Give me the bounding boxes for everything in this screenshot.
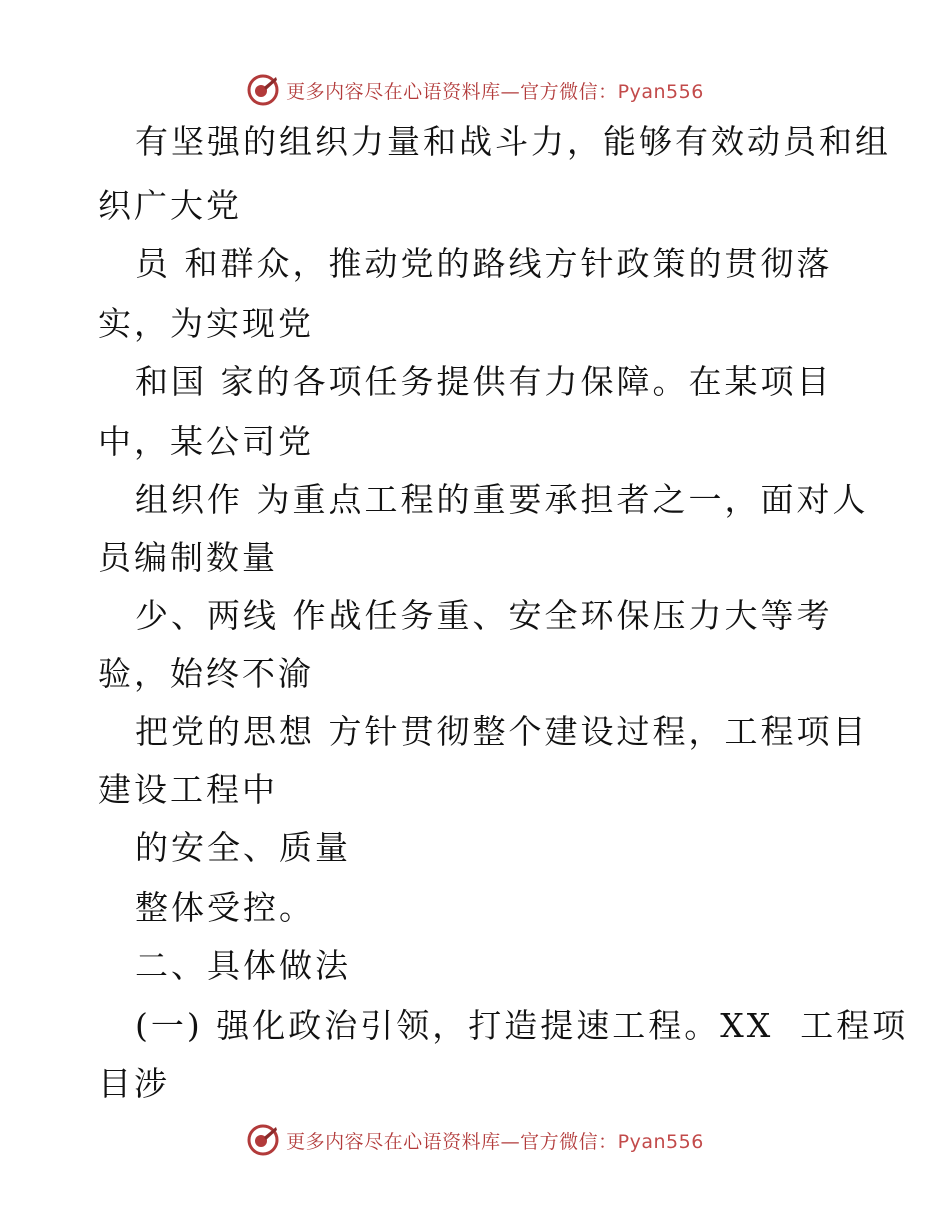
body-line: 的安全、质量 — [135, 828, 351, 867]
brand-logo-icon — [246, 73, 280, 107]
brand-logo-icon — [246, 1123, 280, 1157]
body-line: 有坚强的组织力量和战斗力，能够有效动员和组 — [135, 122, 891, 161]
body-line: 建设工程中 — [98, 770, 278, 809]
body-line: 织广大党 — [98, 186, 242, 225]
body-line: 实，为实现党 — [98, 304, 314, 343]
header-watermark-text: 更多内容尽在心语资料库—官方微信：Pyan556 — [286, 80, 704, 103]
body-line: 验，始终不渝 — [98, 654, 314, 693]
body-line: 和国 家的各项任务提供有力保障。在某项目 — [135, 362, 833, 401]
body-line: 整体受控。 — [135, 888, 315, 927]
body-line: 目涉 — [98, 1064, 170, 1103]
footer-watermark-banner — [0, 1120, 950, 1160]
body-line: 中，某公司党 — [98, 422, 314, 461]
body-line: 员 和群众，推动党的路线方针政策的贯彻落 — [135, 244, 833, 283]
body-line: 把党的思想 方针贯彻整个建设过程，工程项目 — [135, 712, 869, 751]
subsection-line: (一) 强化政治引领，打造提速工程。XX 工程项 — [135, 1006, 909, 1045]
header-wechat-id: Pyan556 — [617, 80, 704, 103]
body-line: 员编制数量 — [98, 538, 278, 577]
body-line: 少、两线 作战任务重、安全环保压力大等考 — [135, 596, 833, 635]
footer-watermark-text: 更多内容尽在心语资料库—官方微信：Pyan556 — [286, 1130, 704, 1153]
footer-wechat-id: Pyan556 — [617, 1130, 704, 1153]
section-heading: 二、具体做法 — [135, 946, 351, 985]
header-watermark-banner — [0, 70, 950, 110]
body-line: 组织作 为重点工程的重要承担者之一，面对人 — [135, 480, 869, 519]
